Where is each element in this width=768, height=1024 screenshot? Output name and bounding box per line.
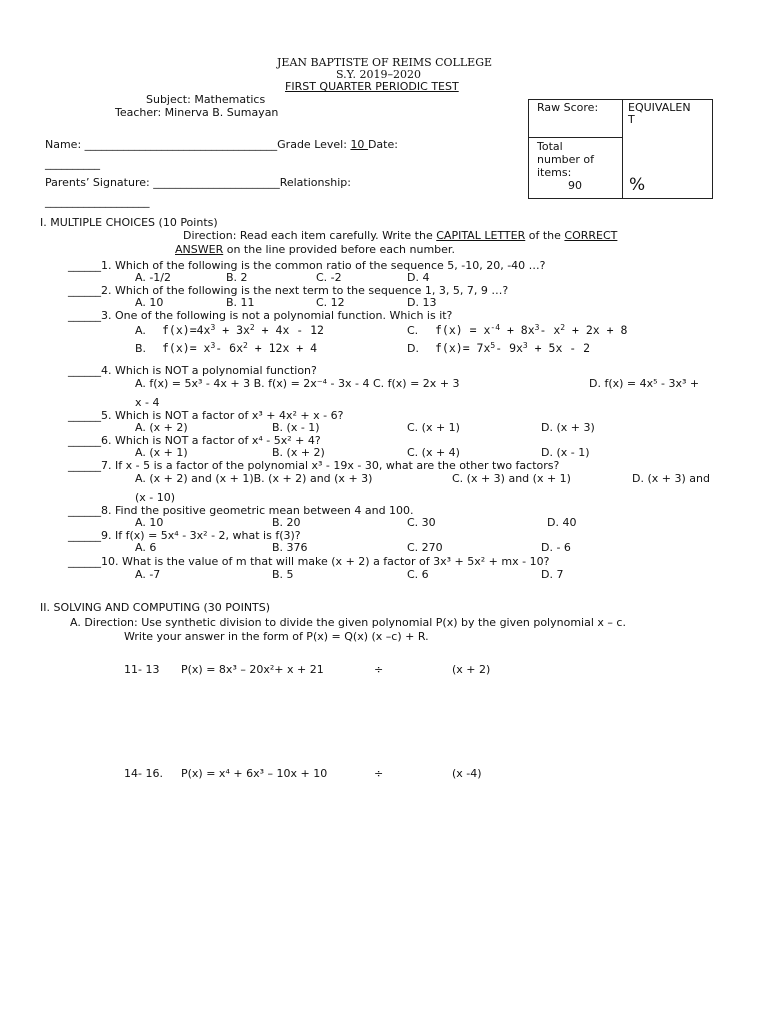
q3-option-d-label: D. xyxy=(407,342,419,355)
question-7: ______7. If x - 5 is a factor of the polynomial x³ - 19x - 30, what are the other two factors? xyxy=(68,459,560,472)
score-box xyxy=(528,99,713,199)
q7-option-c: C. (x + 3) and (x + 1) xyxy=(452,472,571,485)
problem-2-number: 14- 16. xyxy=(124,767,163,780)
q7-option-d-cont: (x - 10) xyxy=(135,491,176,504)
total-items-value: 90 xyxy=(568,179,582,192)
q6-option-d: D. (x - 1) xyxy=(541,446,590,459)
question-10: ______10. What is the value of m that will make (x + 2) a factor of 3x³ + 5x² + mx - 10? xyxy=(68,555,550,568)
q1-option-c: C. -2 xyxy=(316,271,342,284)
question-2: ______2. Which of the following is the next term to the sequence 1, 3, 5, 7, 9 …? xyxy=(68,284,509,297)
q1-option-a: A. -1/2 xyxy=(135,271,171,284)
q9-option-a: A. 6 xyxy=(135,541,157,554)
direction-text: on the line provided before each number. xyxy=(223,243,455,256)
question-9: ______9. If f(x) = 5x⁴ - 3x² - 2, what is f(3)? xyxy=(68,529,301,542)
q5-option-a: A. (x + 2) xyxy=(135,421,188,434)
part1-direction-cont xyxy=(175,243,455,256)
problem-1-divisor: (x + 2) xyxy=(452,663,491,676)
question-5: ______5. Which is NOT a factor of x³ + 4x² + x - 6? xyxy=(68,409,344,422)
direction-emphasis: CAPITAL LETTER xyxy=(436,229,526,242)
subject-label: Subject: Mathematics xyxy=(146,93,266,106)
q6-option-b: B. (x + 2) xyxy=(272,446,325,459)
date-blank: __________ xyxy=(45,157,100,170)
q3-option-c-expression: $f(x) = x^{-4} + 8x^3-$ $x^2 + 2x + 8$ xyxy=(435,323,628,337)
q10-option-d: D. 7 xyxy=(541,568,564,581)
q8-option-d: D. 40 xyxy=(547,516,577,529)
q7-options-ab: A. (x + 2) and (x + 1)B. (x + 2) and (x + 3) xyxy=(135,472,373,485)
total-items-label-3: items: xyxy=(537,166,572,179)
problem-2-divisor: (x -4) xyxy=(452,767,482,780)
problem-1-polynomial: P(x) = 8x³ – 20x²+ x + 21 xyxy=(181,663,324,676)
q10-option-c: C. 6 xyxy=(407,568,429,581)
date-label: Date: xyxy=(367,138,398,151)
parents-signature-line: Parents’ Signature: _______________________Relationship: xyxy=(45,176,351,189)
q7-option-d: D. (x + 3) and xyxy=(632,472,710,485)
direction-emphasis: CORRECT xyxy=(564,229,618,242)
grade-level-value: 10 xyxy=(350,138,368,151)
q6-option-a: A. (x + 1) xyxy=(135,446,188,459)
direction-text: Direction: Read each item carefully. Write the xyxy=(183,229,437,242)
problem-1-divide-sign: ÷ xyxy=(374,663,384,676)
q8-option-c: C. 30 xyxy=(407,516,436,529)
q2-option-c: C. 12 xyxy=(316,296,345,309)
percent-sign: % xyxy=(629,175,646,195)
q10-option-b: B. 5 xyxy=(272,568,294,581)
direction-emphasis: ANSWER xyxy=(175,243,224,256)
exam-title: FIRST QUARTER PERIODIC TEST xyxy=(285,80,459,93)
q5-option-c: C. (x + 1) xyxy=(407,421,460,434)
q9-option-d: D. - 6 xyxy=(541,541,571,554)
q4-options-abc: A. f(x) = 5x³ - 4x + 3 B. f(x) = 2x⁻⁴ - 3x - 4 C. f(x) = 2x + 3 xyxy=(135,377,460,390)
q3-option-a-expression: $f(x)=4x^3 + 3x^2 + 4x - 12$ xyxy=(162,323,324,337)
problem-2-divide-sign: ÷ xyxy=(374,767,384,780)
q4-option-d: D. f(x) = 4x⁵ - 3x³ + xyxy=(589,377,700,390)
equivalent-label-2: T xyxy=(628,113,635,126)
relationship-blank: ___________________ xyxy=(45,195,150,208)
q5-option-d: D. (x + 3) xyxy=(541,421,595,434)
q3-option-b-label: B. xyxy=(135,342,147,355)
q1-option-d: D. 4 xyxy=(407,271,430,284)
part1-direction xyxy=(183,229,617,242)
question-4: ______4. Which is NOT a polynomial function? xyxy=(68,364,317,377)
total-items-label-1: Total xyxy=(537,140,563,153)
q4-option-d-cont: x - 4 xyxy=(135,396,160,409)
q8-option-b: B. 20 xyxy=(272,516,301,529)
q3-option-d-expression: $f(x)= 7x^5-$ $9x^3 + 5x - 2$ xyxy=(435,341,591,355)
q9-option-c: C. 270 xyxy=(407,541,443,554)
score-box-divider-h xyxy=(529,137,622,138)
score-box-divider xyxy=(622,100,623,198)
q1-option-b: B. 2 xyxy=(226,271,248,284)
q8-option-a: A. 10 xyxy=(135,516,164,529)
teacher-label: Teacher: Minerva B. Sumayan xyxy=(115,106,279,119)
part2-direction-2: Write your answer in the form of P(x) = Q(x) (x –c) + R. xyxy=(124,630,429,643)
part1-heading: I. MULTIPLE CHOICES (10 Points) xyxy=(40,216,218,229)
q10-option-a: A. -7 xyxy=(135,568,161,581)
raw-score-label: Raw Score: xyxy=(537,101,599,114)
school-name: JEAN BAPTISTE OF REIMS COLLEGE xyxy=(277,56,493,69)
equivalent-label-1: EQUIVALEN xyxy=(628,101,691,114)
q3-option-a-label: A. xyxy=(135,324,146,337)
part2-heading: II. SOLVING AND COMPUTING (30 POINTS) xyxy=(40,601,271,614)
total-items-label-2: number of xyxy=(537,153,595,166)
q6-option-c: C. (x + 4) xyxy=(407,446,460,459)
q2-option-d: D. 13 xyxy=(407,296,437,309)
q2-option-b: B. 11 xyxy=(226,296,255,309)
direction-text: of the xyxy=(525,229,565,242)
question-1: ______1. Which of the following is the common ratio of the sequence 5, -10, 20, -40 …? xyxy=(68,259,546,272)
name-line xyxy=(45,138,398,151)
question-6: ______6. Which is NOT a factor of x⁴ - 5x² + 4? xyxy=(68,434,321,447)
q9-option-b: B. 376 xyxy=(272,541,308,554)
question-8: ______8. Find the positive geometric mean between 4 and 100. xyxy=(68,504,414,517)
question-3: ______3. One of the following is not a polynomial function. Which is it? xyxy=(68,309,453,322)
part2-direction-1: A. Direction: Use synthetic division to divide the given polynomial P(x) by the given polynomial x – c. xyxy=(70,616,626,629)
school-year: S.Y. 2019–2020 xyxy=(336,68,421,81)
q3-option-c-label: C. xyxy=(407,324,419,337)
q5-option-b: B. (x - 1) xyxy=(272,421,320,434)
problem-1-number: 11- 13 xyxy=(124,663,160,676)
problem-2-polynomial: P(x) = x⁴ + 6x³ – 10x + 10 xyxy=(181,767,328,780)
name-and-grade-label: Name: ___________________________________Grade Level: xyxy=(45,138,351,151)
q3-option-b-expression: $f(x)= x^3-$ $6x^2 + 12x + 4$ xyxy=(162,341,318,355)
q2-option-a: A. 10 xyxy=(135,296,164,309)
